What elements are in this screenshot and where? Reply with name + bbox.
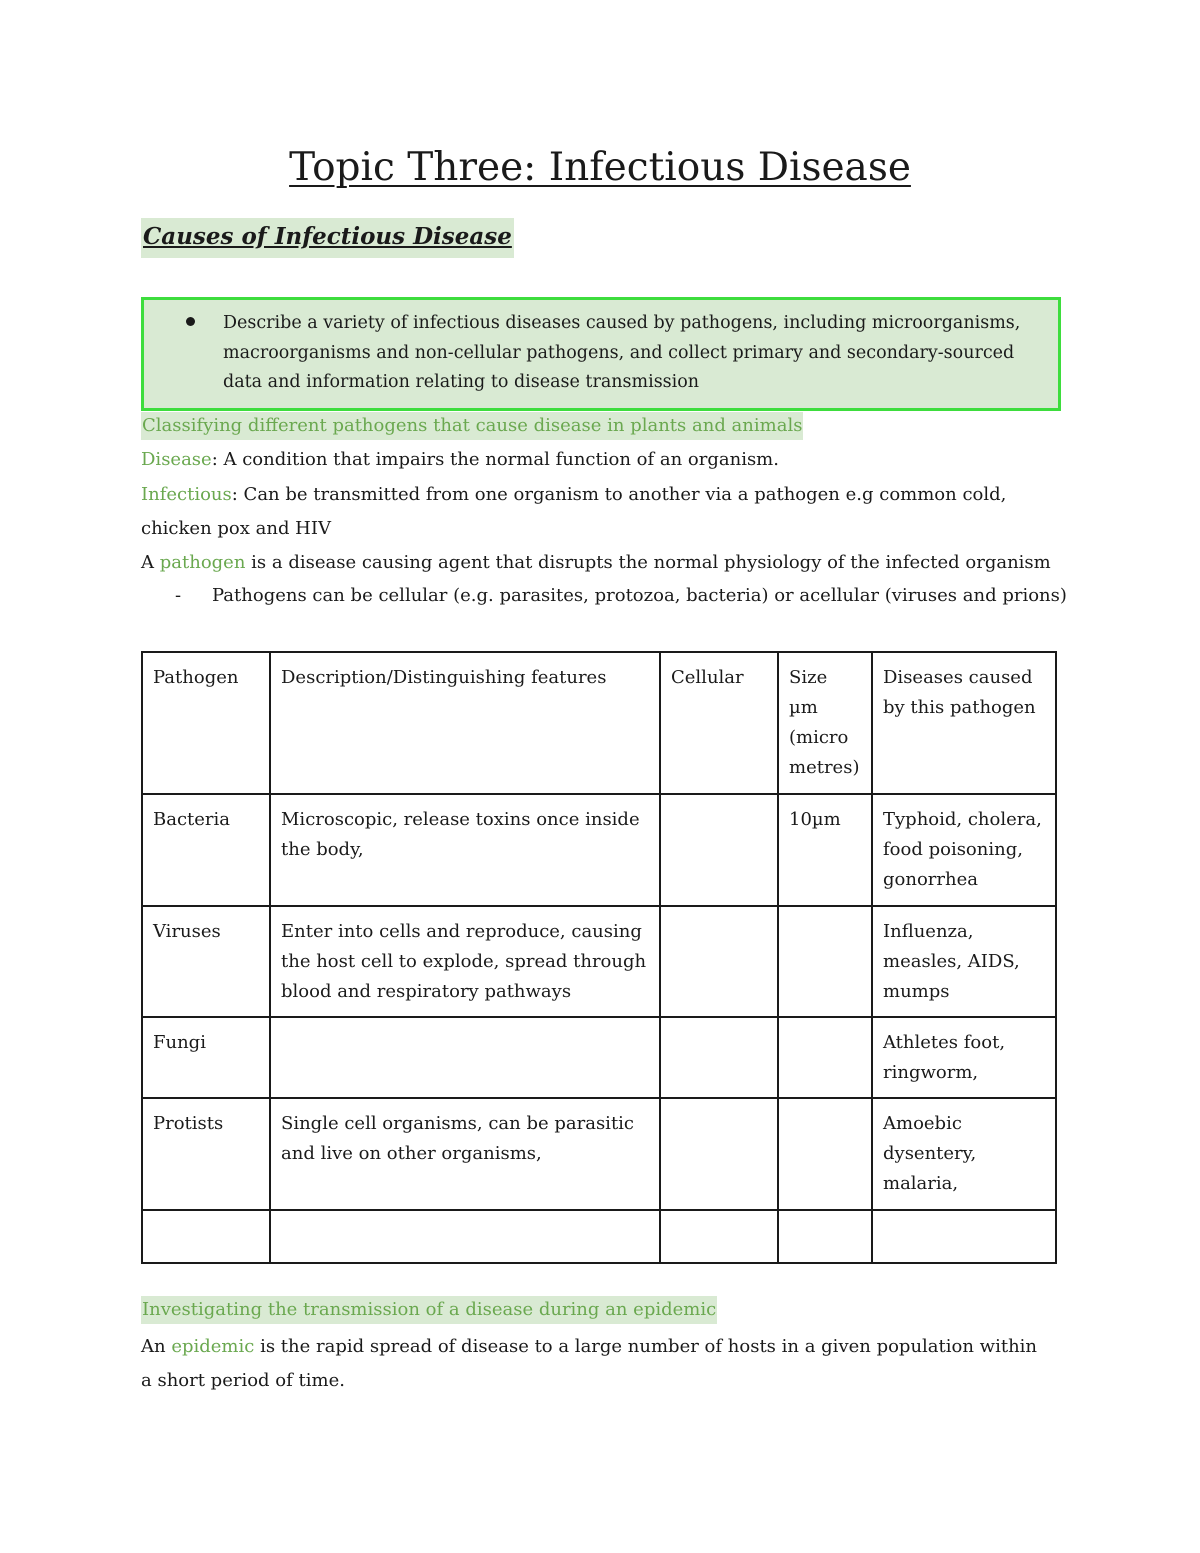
table-cell: Bacteria	[142, 794, 270, 906]
term-infectious: Infectious	[141, 484, 232, 505]
table-cell: Enter into cells and reproduce, causing the host cell to explode, spread through blood and respiratory pathways	[270, 906, 660, 1017]
dash-item-text: Pathogens can be cellular (e.g. parasites, protozoa, bacteria) or acellular (viruses and prions)	[212, 585, 1067, 606]
table-cell	[270, 1210, 660, 1263]
definition-pathogen	[141, 546, 1053, 580]
table-cell	[660, 906, 778, 1017]
table-row	[142, 1210, 1056, 1263]
table-cell	[270, 1017, 660, 1098]
table-cell	[660, 1017, 778, 1098]
definition-disease	[141, 443, 1053, 477]
subheading-classifying: Classifying different pathogens that cause disease in plants and animals	[141, 412, 803, 440]
definition-epidemic	[141, 1330, 1053, 1398]
term-pathogen: pathogen	[159, 552, 246, 573]
table-cell: 10µm	[778, 794, 872, 906]
table-cell: Typhoid, cholera, food poisoning, gonorrhea	[872, 794, 1056, 906]
term-disease: Disease	[141, 449, 212, 470]
syllabus-outcome-box	[141, 297, 1061, 411]
table-cell: Athletes foot, ringworm,	[872, 1017, 1056, 1098]
table-cell	[778, 1210, 872, 1263]
dash-list-item	[175, 580, 1067, 612]
table-cell	[778, 1017, 872, 1098]
table-header-cell: Size µm (micro metres)	[778, 652, 872, 794]
dash-marker: -	[175, 585, 182, 606]
definition-pathogen-text: is a disease causing agent that disrupts the normal physiology of the infected organism	[245, 552, 1051, 573]
table-cell: Viruses	[142, 906, 270, 1017]
table-row	[142, 1098, 1056, 1210]
table-cell	[142, 1210, 270, 1263]
pathogen-table	[141, 651, 1057, 1264]
table-header-cell: Description/Distinguishing features	[270, 652, 660, 794]
table-cell	[660, 794, 778, 906]
table-cell: Amoebic dysentery, malaria,	[872, 1098, 1056, 1210]
table-cell	[778, 1098, 872, 1210]
table-row	[142, 906, 1056, 1017]
epidemic-prefix: An	[141, 1336, 172, 1357]
syllabus-outcome-text: Describe a variety of infectious diseases caused by pathogens, including microorganisms, macroorganisms and non-cellular pathogens, and collect primary and secondary-sourced data and information relating to disease transmission	[223, 313, 1021, 392]
definition-infectious-text: : Can be transmitted from one organism to another via a pathogen e.g common cold, chicken pox and HIV	[141, 484, 1007, 539]
table-cell	[660, 1210, 778, 1263]
table-header-row	[142, 652, 1056, 794]
table-cell	[660, 1098, 778, 1210]
table-header-cell: Cellular	[660, 652, 778, 794]
definition-disease-text: : A condition that impairs the normal function of an organism.	[211, 449, 779, 470]
pathogen-prefix: A	[141, 552, 160, 573]
table-cell: Microscopic, release toxins once inside the body,	[270, 794, 660, 906]
table-cell: Single cell organisms, can be parasitic and live on other organisms,	[270, 1098, 660, 1210]
table-cell: Fungi	[142, 1017, 270, 1098]
section-heading: Causes of Infectious Disease	[141, 218, 514, 258]
page-title: Topic Three: Infectious Disease	[289, 145, 911, 190]
table-row	[142, 794, 1056, 906]
table-header-cell: Diseases caused by this pathogen	[872, 652, 1056, 794]
table-cell: Influenza, measles, AIDS, mumps	[872, 906, 1056, 1017]
table-cell: Protists	[142, 1098, 270, 1210]
bullet-icon	[186, 317, 195, 326]
table-cell	[872, 1210, 1056, 1263]
table-cell	[778, 906, 872, 1017]
term-epidemic: epidemic	[171, 1336, 255, 1357]
table-row	[142, 1017, 1056, 1098]
definition-epidemic-text: is the rapid spread of disease to a large number of hosts in a given population within a short period of time.	[141, 1336, 1038, 1391]
table-header-cell: Pathogen	[142, 652, 270, 794]
subheading-epidemic: Investigating the transmission of a disease during an epidemic	[141, 1296, 717, 1324]
definition-infectious	[141, 478, 1053, 546]
